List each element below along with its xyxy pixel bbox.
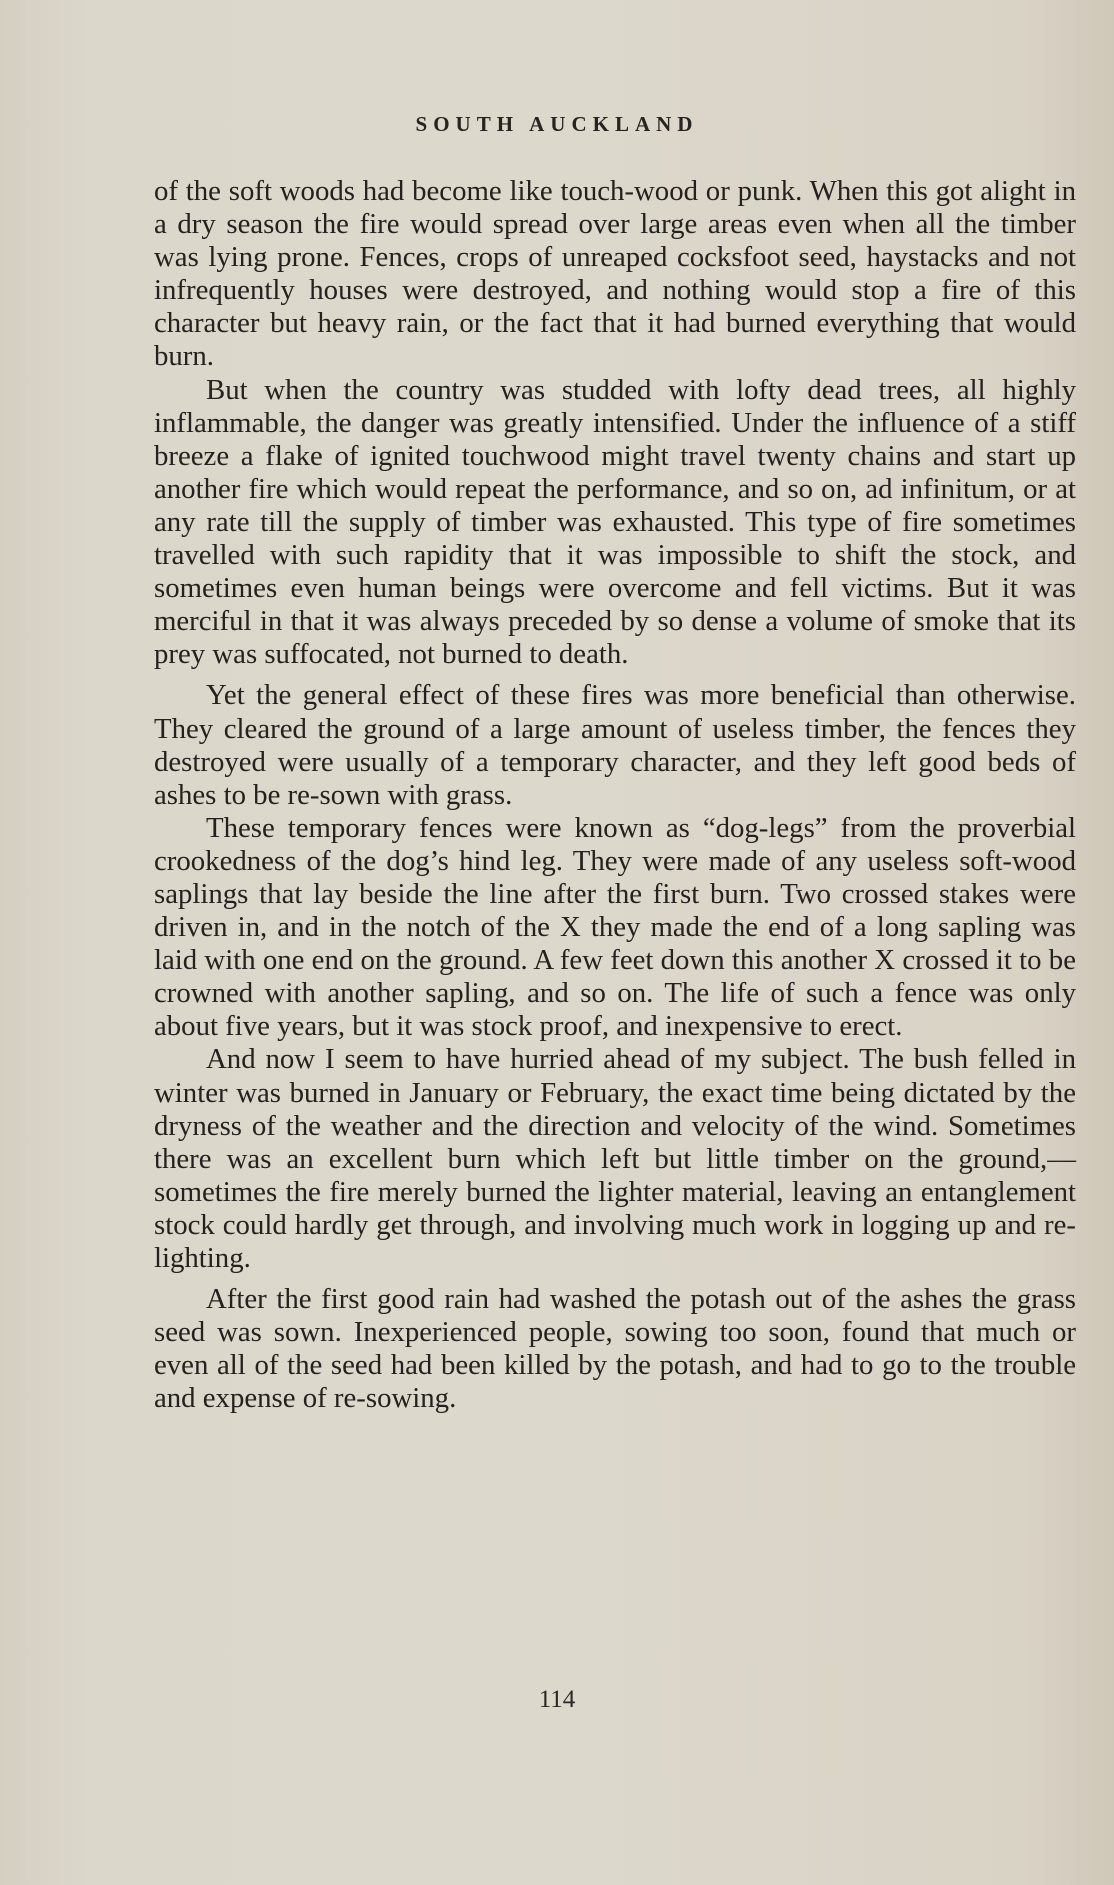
paragraph-1: of the soft woods had become like touch-wood or punk. When this got alight in a dry season the fire would spread over large areas even when all the timber was lying prone. Fences, crops of unreaped cocksfoot seed, haystacks and not infrequently houses were destroyed, and nothing would stop a fire of this character but heavy rain, or the fact that it had burned everything that would burn. <box>154 175 1076 373</box>
paragraph-5: And now I seem to have hurried ahead of my subject. The bush felled in winter was burned in January or February, the exact time being dictated by the dryness of the weather and the direction and velocity of the wind. Sometimes there was an excellent burn which left but little timber on the ground,—sometimes the fire merely burned the lighter material, leaving an entanglement stock could hardly get through, and involving much work in logging up and re-lighting. <box>154 1043 1076 1274</box>
paragraph-2: But when the country was studded with lofty dead trees, all highly inflammable, the danger was greatly intensified. Under the influence of a stiff breeze a flake of ignited touchwood might travel twenty chains and start up another fire which would repeat the performance, and so on, ad infinitum, or at any rate till the supply of timber was exhausted. This type of fire sometimes travelled with such rapidity that it was impossible to shift the stock, and sometimes even human beings were overcome and fell victims. But it was merciful in that it was always preceded by so dense a volume of smoke that its prey was suffocated, not burned to death. <box>154 373 1076 671</box>
paragraph-4: These temporary fences were known as “dog-legs” from the proverbial crookedness of the dog’s hind leg. They were made of any useless soft-wood saplings that lay beside the line after the first burn. Two crossed stakes were driven in, and in the notch of the X they made the end of a long sapling was laid with one end on the ground. A few feet down this another X crossed it to be crowned with another sapling, and so on. The life of such a fence was only about five years, but it was stock proof, and inexpensive to erect. <box>154 811 1076 1043</box>
running-head-title: SOUTH AUCKLAND <box>415 112 699 136</box>
paragraph-3: Yet the general effect of these fires was more beneficial than otherwise. They cleared the ground of a large amount of useless timber, the fences they destroyed were usually of a temporary character, and they left good beds of ashes to be re-sown with grass. <box>154 679 1076 811</box>
paragraph-6: After the first good rain had washed the potash out of the ashes the grass seed was sown. Inexperienced people, sowing too soon, found that much or even all of the seed had been killed by the potash, and had to go to the trouble and expense of re-sowing. <box>154 1283 1076 1415</box>
page-number: 114 <box>538 1686 576 1713</box>
body-text <box>154 175 1076 1415</box>
